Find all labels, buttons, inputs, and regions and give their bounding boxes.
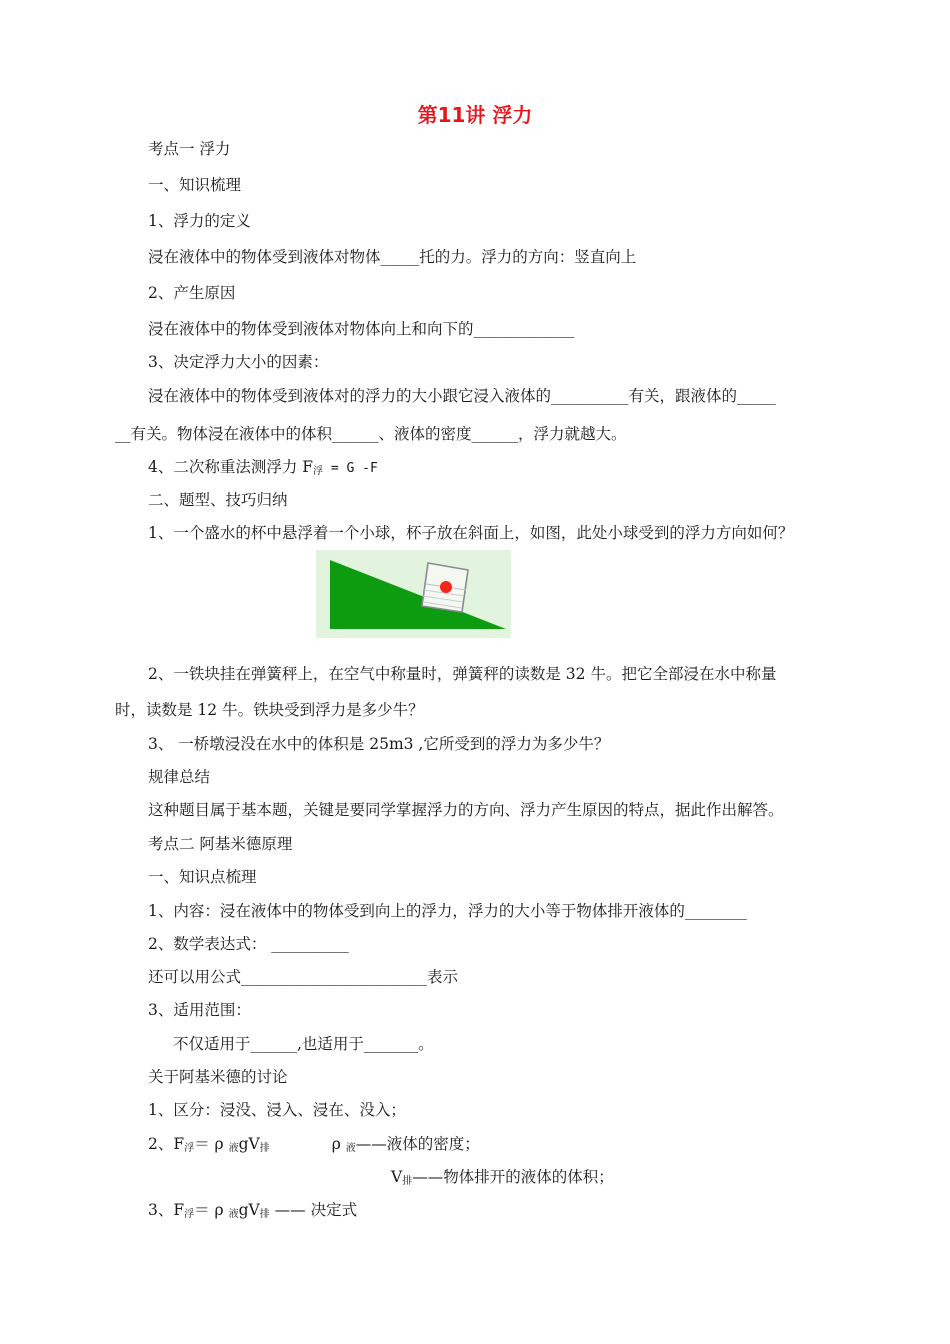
formula-text: ＝ ρ — [194, 1201, 229, 1219]
formula-subscript: 浮 — [313, 466, 324, 477]
formula-text: V — [391, 1168, 403, 1186]
subheading: 关于阿基米德的讨论 — [148, 1068, 288, 1086]
question: 2、一铁块挂在弹簧秤上，在空气中称量时，弹簧秤的读数是 32 牛。把它全部浸在水中称量 — [148, 665, 777, 683]
paragraph: 还可以用公式________________________表示 — [148, 968, 459, 986]
formula-text: 4、二次称重法测浮力 F — [148, 458, 314, 476]
formula-subscript: 液 — [228, 1143, 239, 1154]
paragraph: 浸在液体中的物体受到液体对的浮力的大小跟它浸入液体的__________有关，跟液体的_____ — [148, 387, 776, 405]
formula-line — [148, 457, 378, 482]
formula-text: ρ — [331, 1135, 346, 1153]
question: 时，读数是 12 牛。铁块受到浮力是多少牛？ — [115, 701, 424, 719]
paragraph: 1、内容：浸在液体中的物体受到向上的浮力，浮力的大小等于物体排开液体的________ — [148, 902, 747, 920]
item-heading: 1、浮力的定义 — [148, 212, 251, 230]
formula-subscript: 液 — [228, 1209, 239, 1220]
paragraph: 这种题目属于基本题，关键是要同学掌握浮力的方向、浮力产生原因的特点，据此作出解答。 — [148, 801, 784, 819]
question: 3、 一桥墩浸没在水中的体积是 25m3 ,它所受到的浮力为多少牛？ — [148, 735, 610, 753]
ball — [440, 581, 452, 593]
paragraph: 2、数学表达式： __________ — [148, 935, 349, 953]
formula-text: ——物体排开的液体的体积； — [412, 1168, 614, 1186]
paragraph: 1、区分：浸没、浸入、浸在、没入； — [148, 1101, 406, 1119]
formula-subscript: 液 — [345, 1143, 356, 1154]
paragraph: __有关。物体浸在液体中的体积______、液体的密度______，浮力就越大。 — [115, 425, 627, 443]
formula-subscript: 浮 — [184, 1143, 195, 1154]
item-heading: 3、适用范围： — [148, 1001, 251, 1019]
formula-line — [148, 1200, 357, 1225]
formula-subscript: 排 — [259, 1209, 270, 1220]
formula-text: = G -F — [323, 461, 378, 476]
slope-cup-figure — [316, 550, 511, 638]
item-heading: 3、决定浮力大小的因素： — [148, 353, 329, 371]
subheading: 一、知识梳理 — [148, 176, 242, 194]
subheading: 一、知识点梳理 — [148, 868, 257, 886]
formula-text: —— 决定式 — [269, 1201, 358, 1219]
paragraph: 不仅适用于______,也适用于_______。 — [173, 1035, 434, 1053]
formula-subscript: 浮 — [184, 1209, 195, 1220]
formula-subscript: 排 — [259, 1143, 270, 1154]
question: 1、一个盛水的杯中悬浮着一个小球，杯子放在斜面上，如图，此处小球受到的浮力方向如何？ — [148, 524, 794, 542]
paragraph: 浸在液体中的物体受到液体对物体向上和向下的_____________ — [148, 320, 575, 338]
subheading: 二、题型、技巧归纳 — [148, 491, 288, 509]
paragraph: 浸在液体中的物体受到液体对物体_____托的力。浮力的方向：竖直向上 — [148, 248, 637, 266]
page-title: 第11讲 浮力 — [417, 103, 533, 127]
formula-line — [148, 1134, 480, 1159]
formula-text: 3、F — [148, 1201, 185, 1219]
section-heading-1: 考点一 浮力 — [148, 140, 231, 158]
formula-text: ＝ ρ — [194, 1135, 229, 1153]
formula-text: 2、F — [148, 1135, 185, 1153]
formula-text: gV — [238, 1201, 260, 1219]
formula-subscript: 排 — [402, 1176, 413, 1187]
section-heading-2: 考点二 阿基米德原理 — [148, 835, 293, 853]
formula-text: gV — [238, 1135, 260, 1153]
formula-line — [391, 1167, 614, 1192]
formula-text: ——液体的密度； — [355, 1135, 480, 1153]
subheading: 规律总结 — [148, 768, 211, 786]
item-heading: 2、产生原因 — [148, 284, 236, 302]
